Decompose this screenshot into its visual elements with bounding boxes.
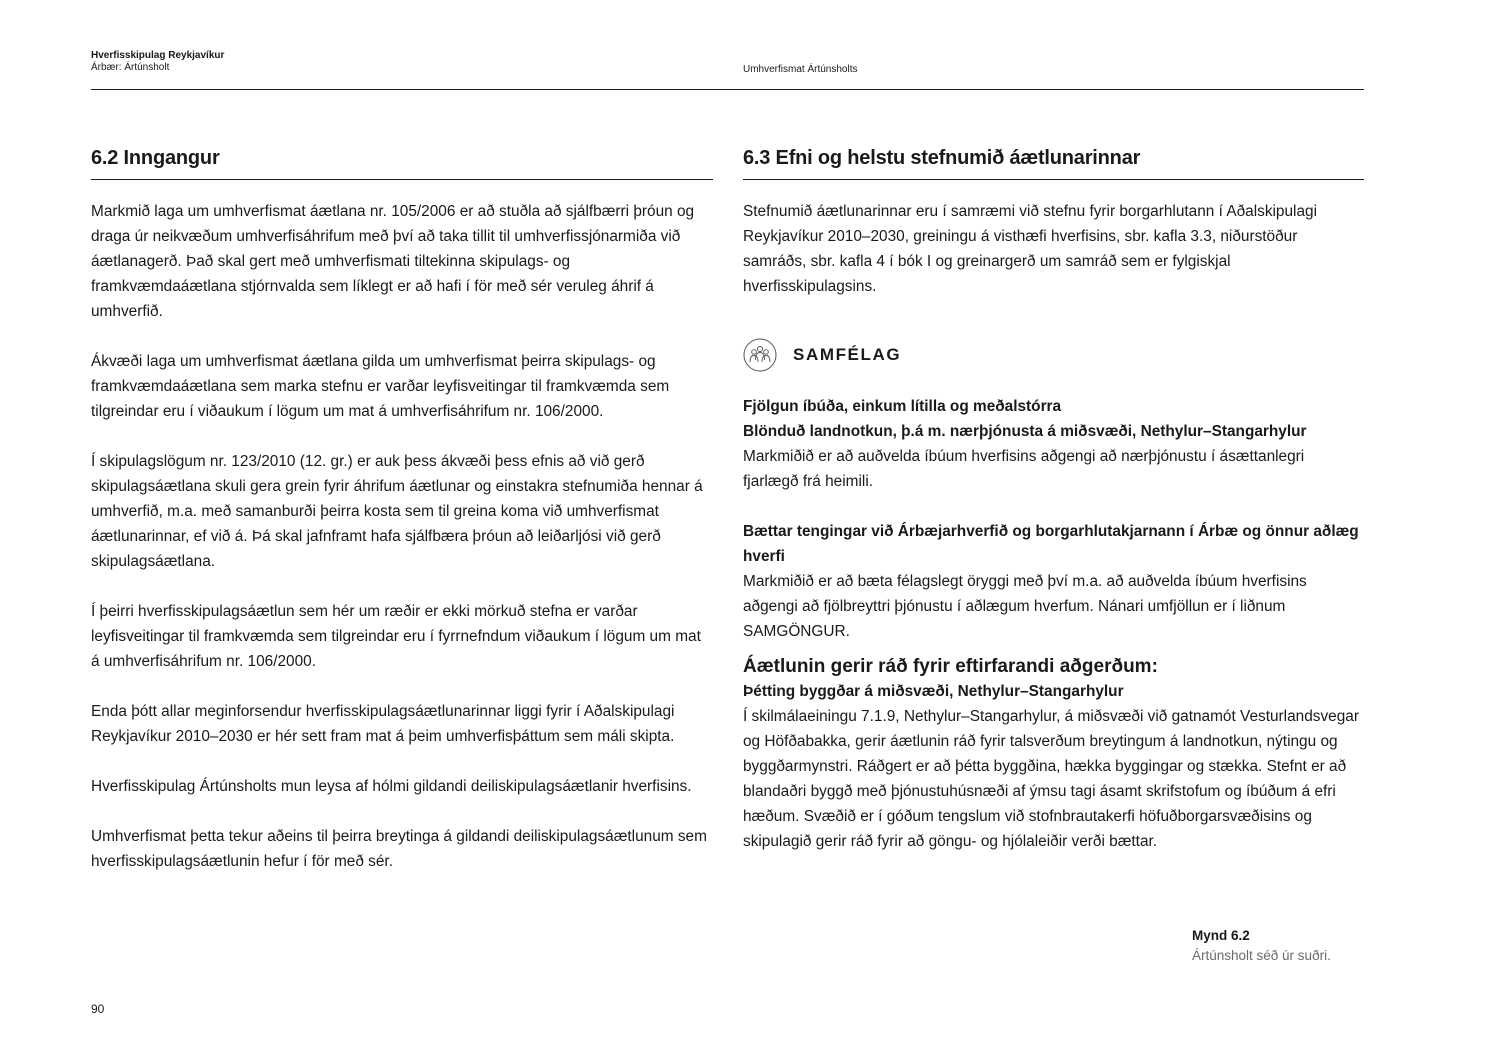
category-header xyxy=(743,337,1364,373)
figure-caption-title: Mynd 6.2 xyxy=(1192,928,1250,943)
action-text: Í skilmálaeiningu 7.1.9, Nethylur–Stangarhylur, á miðsvæði við gatnamót Vesturlandsvegar og Höfðabakka, gerir áætlunin ráð fyrir talsverðum breytingum á landnotkun, nýtingu og byggðarmynstri. Ráðgert er að þétta byggðina, hækka byggingar og stækka. Stefnt er að blandaðri byggð með þjónustuhúsnæði af ýmsu tagi ásamt skrifstofum og íbúðum á efri hæðum. Svæðið er í góðum tengslum við stofnbrautakerfi höfuðborgarsvæðisins og skipulagið gerir ráð fyrir að göngu- og hjólaleiðir verði bættar. xyxy=(743,708,1359,850)
intro-paragraph: Stefnumið áætlunarinnar eru í samræmi við stefnu fyrir borgarhlutann í Aðalskipulagi Reykjavíkur 2010–2030, greiningu á visthæfi hverfisins, sbr. kafla 3.3, niðurstöður samráðs, sbr. kafla 4 í bók I og greinargerð um samráð sem er fylgiskjal hverfisskipulagsins. xyxy=(743,203,1318,295)
goal-block xyxy=(743,519,1364,644)
section-heading-6-3: 6.3 Efni og helstu stefnumið áætlunarinnar xyxy=(743,145,1364,180)
goal-text: Markmiðið er að bæta félagslegt öryggi með því m.a. að auðvelda íbúum hverfisins aðgengi að fjölbreyttri þjónustu í aðlægum hverfum. Nánari umfjöllun er í liðnum SAMGÖNGUR. xyxy=(743,573,1307,640)
section-heading-6-2: 6.2 Inngangur xyxy=(91,145,713,180)
community-people-icon xyxy=(743,338,777,372)
running-header-section: Umhverfismat Ártúnsholts xyxy=(743,64,858,75)
goal-block xyxy=(743,394,1364,494)
document-title: Hverfisskipulag Reykjavíkur xyxy=(91,50,225,61)
goal-title: Blönduð landnotkun, þ.á m. nærþjónusta á miðsvæði, Nethylur–Stangarhylur xyxy=(743,423,1307,440)
goal-title: Bættar tengingar við Árbæjarhverfið og borgarhlutakjarnann í Árbæ og önnur aðlæg hverfi xyxy=(743,523,1359,565)
paragraph: Í þeirri hverfisskipulagsáætlun sem hér um ræðir er ekki mörkuð stefna er varðar leyfisveitingar til framkvæmda sem tilgreindar eru í fyrrnefndum viðaukum í lögum um mat á umhverfisáhrifum nr. 106/2000. xyxy=(91,603,701,670)
paragraph: Markmið laga um umhverfismat áætlana nr. 105/2006 er að stuðla að sjálfbærri þróun og draga úr neikvæðum umhverfisáhrifum með því að taka tillit til umhverfissjónarmiða við áætlanagerð. Það skal gert með umhverfismati tiltekinna skipulags- og framkvæmdaáætlana stjórnvalda sem líklegt er að hafi í för með sér veruleg áhrif á umhverfið. xyxy=(91,203,695,320)
figure-caption xyxy=(1192,926,1331,966)
header-divider xyxy=(91,89,1364,90)
paragraph: Umhverfismat þetta tekur aðeins til þeirra breytinga á gildandi deiliskipulagsáætlunum sem hverfisskipulagsáætlunin hefur í för með sér. xyxy=(91,828,707,870)
actions-heading: Áætlunin gerir ráð fyrir eftirfarandi aðgerðum: xyxy=(743,656,1158,677)
action-title: Þétting byggðar á miðsvæði, Nethylur–Stangarhylur xyxy=(743,683,1124,700)
goal-text: Markmiðið er að auðvelda íbúum hverfisins aðgengi að nærþjónustu í ásættanlegri fjarlægð frá heimili. xyxy=(743,448,1305,490)
paragraph: Ákvæði laga um umhverfismat áætlana gilda um umhverfismat þeirra skipulags- og framkvæmdaáætlana sem marka stefnu er varðar leyfisveitingar til framkvæmda sem tilgreindar eru í viðaukum í lögum um mat á umhverfisáhrifum nr. 106/2000. xyxy=(91,353,670,420)
figure-caption-text: Ártúnsholt séð úr suðri. xyxy=(1192,948,1331,963)
left-column xyxy=(91,145,713,874)
paragraph: Í skipulagslögum nr. 123/2010 (12. gr.) er auk þess ákvæði þess efnis að við gerð skipulagsáætlana skuli gera grein fyrir áhrifum áætlunar og einstakra stefnumiða hennar á umhverfið, m.a. með samanburði þeirra kosta sem til greina koma við umhverfismat áætlunarinnar, ef við á. Þá skal jafnframt hafa sjálfbæra þróun að leiðarljósi við gerð skipulagsáætlana. xyxy=(91,453,703,570)
running-header-left xyxy=(91,50,224,74)
paragraph: Enda þótt allar meginforsendur hverfisskipulagsáætlunarinnar liggi fyrir í Aðalskipulagi Reykjavíkur 2010–2030 er hér sett fram mat á þeim umhverfisþáttum sem máli skipta. xyxy=(91,703,675,745)
document-subtitle: Árbær: Ártúnsholt xyxy=(91,62,170,73)
page-number: 90 xyxy=(91,1002,105,1016)
goal-title: Fjölgun íbúða, einkum lítilla og meðalstórra xyxy=(743,398,1062,415)
right-column xyxy=(743,145,1364,854)
category-label: SAMFÉLAG xyxy=(793,345,902,364)
paragraph: Hverfisskipulag Ártúnsholts mun leysa af hólmi gildandi deiliskipulagsáætlanir hverfisins. xyxy=(91,778,692,795)
